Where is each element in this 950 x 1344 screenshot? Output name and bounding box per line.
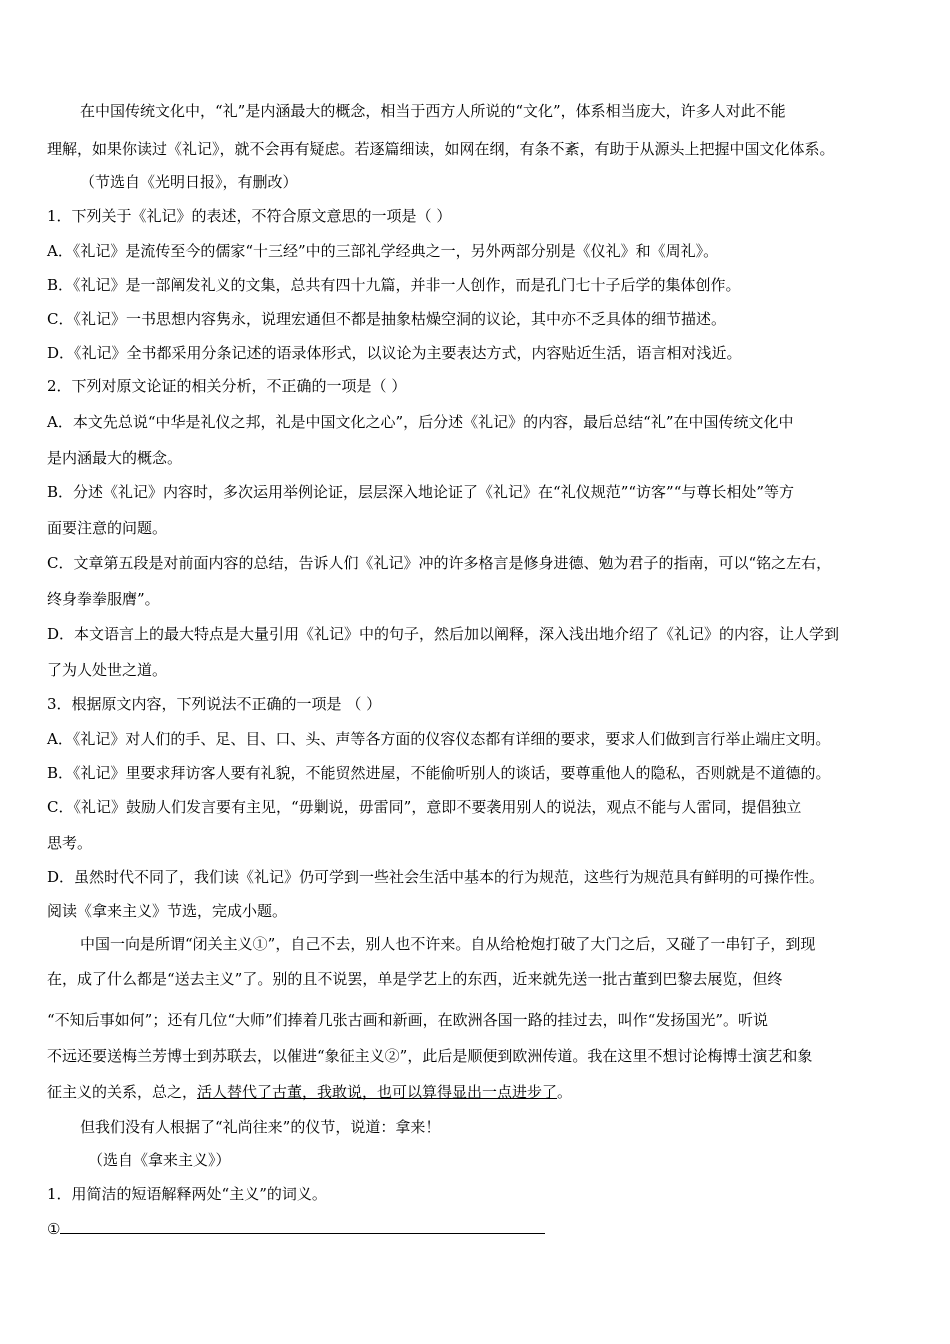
q3-option-c-line2: 思考。: [47, 834, 93, 852]
q2-option-b-line2: 面要注意的问题。: [47, 519, 168, 537]
answer-marker: ①: [47, 1220, 61, 1238]
q3-stem: 3．根据原文内容，下列说法不正确的一项是 （ ）: [47, 695, 382, 713]
passage2-line-2: 在，成了什么都是“送去主义”了。别的且不说罢，单是学艺上的东西，近来就先送一批古董到巴黎去展览，但终: [47, 970, 783, 988]
q1-option-a: A．《礼记》是流传至今的儒家“十三经”中的三部礼学经典之一，另外两部分别是《仪礼》和《周礼》。: [47, 242, 719, 260]
section2-q1-stem: 1．用简洁的短语解释两处“主义”的词义。: [47, 1185, 327, 1203]
q2-option-c-line1: C．文章第五段是对前面内容的总结，告诉人们《礼记》冲的许多格言是修身进德、勉为君子的指南，可以“铭之左右，: [47, 554, 832, 572]
q2-option-b-line1: B．分述《礼记》内容时，多次运用举例论证，层层深入地论证了《礼记》在“礼仪规范”“访客”“与尊长相处”等方: [47, 483, 795, 501]
underlined-sentence: 活人替代了古董，我敢说，也可以算得显出一点进步了: [197, 1083, 558, 1101]
q2-option-a-line2: 是内涵最大的概念。: [47, 449, 183, 467]
q2-option-c-line2: 终身拳拳服膺”。: [47, 590, 160, 608]
passage2-line-1: 中国一向是所谓“闭关主义①”，自己不去，别人也不许来。自从给枪炮打破了大门之后，又碰了一串钉子，到现: [80, 935, 816, 953]
q1-stem: 1．下列关于《礼记》的表述，不符合原文意思的一项是（ ）: [47, 207, 452, 225]
q3-option-c-line1: C．《礼记》鼓励人们发言要有主见，“毋剿说，毋雷同”，意即不要袭用别人的说法，观点不能与人雷同，提倡独立: [47, 798, 802, 816]
passage2-line-5: [47, 1082, 572, 1102]
q2-option-d-line1: D．本文语言上的最大特点是大量引用《礼记》中的句子，然后加以阐释，深入浅出地介绍了《礼记》的内容，让人学到: [47, 625, 840, 643]
q1-option-b: B．《礼记》是一部阐发礼义的文集，总共有四十九篇，并非一人创作，而是孔门七十子后学的集体创作。: [47, 276, 741, 294]
q1-option-c: C．《礼记》一书思想内容隽永，说理宏通但不都是抽象枯燥空洞的议论，其中亦不乏具体的细节描述。: [47, 310, 726, 328]
section2-intro: 阅读《拿来主义》节选，完成小题。: [47, 902, 288, 920]
passage1-source: （节选自《光明日报》，有删改）: [80, 173, 298, 191]
q2-option-a-line1: A．本文先总说“中华是礼仪之邦，礼是中国文化之心”，后分述《礼记》的内容，最后总结“礼”在中国传统文化中: [47, 413, 794, 431]
answer-line-1[interactable]: [47, 1219, 545, 1239]
passage1-line-1: 在中国传统文化中，“礼”是内涵最大的概念，相当于西方人所说的“文化”，体系相当庞大，许多人对此不能: [80, 102, 786, 120]
passage2-line-5-pre: 征主义的关系，总之，: [47, 1083, 198, 1101]
q3-option-d: D．虽然时代不同了，我们读《礼记》仍可学到一些社会生活中基本的行为规范，这些行为规范具有鲜明的可操作性。: [47, 868, 825, 886]
q2-option-d-line2: 了为人处世之道。: [47, 661, 168, 679]
passage2-paragraph-2: 但我们没有人根据了“礼尚往来”的仪节，说道：拿来！: [80, 1118, 441, 1136]
q3-option-a: A．《礼记》对人们的手、足、目、口、头、声等各方面的仪容仪态都有详细的要求，要求人们做到言行举止端庄文明。: [47, 730, 831, 748]
passage2-line-3: “不知后事如何”；还有几位“大师”们捧着几张古画和新画，在欧洲各国一路的挂过去，叫作“发扬国光”。听说: [47, 1011, 769, 1029]
passage1-line-2: 理解，如果你读过《礼记》，就不会再有疑虑。若逐篇细读，如网在纲，有条不紊，有助于从源头上把握中国文化体系。: [47, 140, 835, 158]
passage2-line-4: 不远还要送梅兰芳博士到苏联去，以催进“象征主义②”，此后是顺便到欧洲传道。我在这里不想讨论梅博士演艺和象: [47, 1047, 813, 1065]
passage2-line-5-post: 。: [557, 1083, 573, 1101]
q2-stem: 2．下列对原文论证的相关分析，不正确的一项是（ ）: [47, 377, 407, 395]
q1-option-d: D．《礼记》全书都采用分条记述的语录体形式，以议论为主要表达方式，内容贴近生活，语言相对浅近。: [47, 344, 742, 362]
passage2-source: （选自《拿来主义》）: [88, 1151, 231, 1169]
answer-blank[interactable]: [60, 1219, 545, 1234]
q3-option-b: B．《礼记》里要求拜访客人要有礼貌，不能贸然进屋，不能偷听别人的谈话，要尊重他人的隐私，否则就是不道德的。: [47, 764, 831, 782]
